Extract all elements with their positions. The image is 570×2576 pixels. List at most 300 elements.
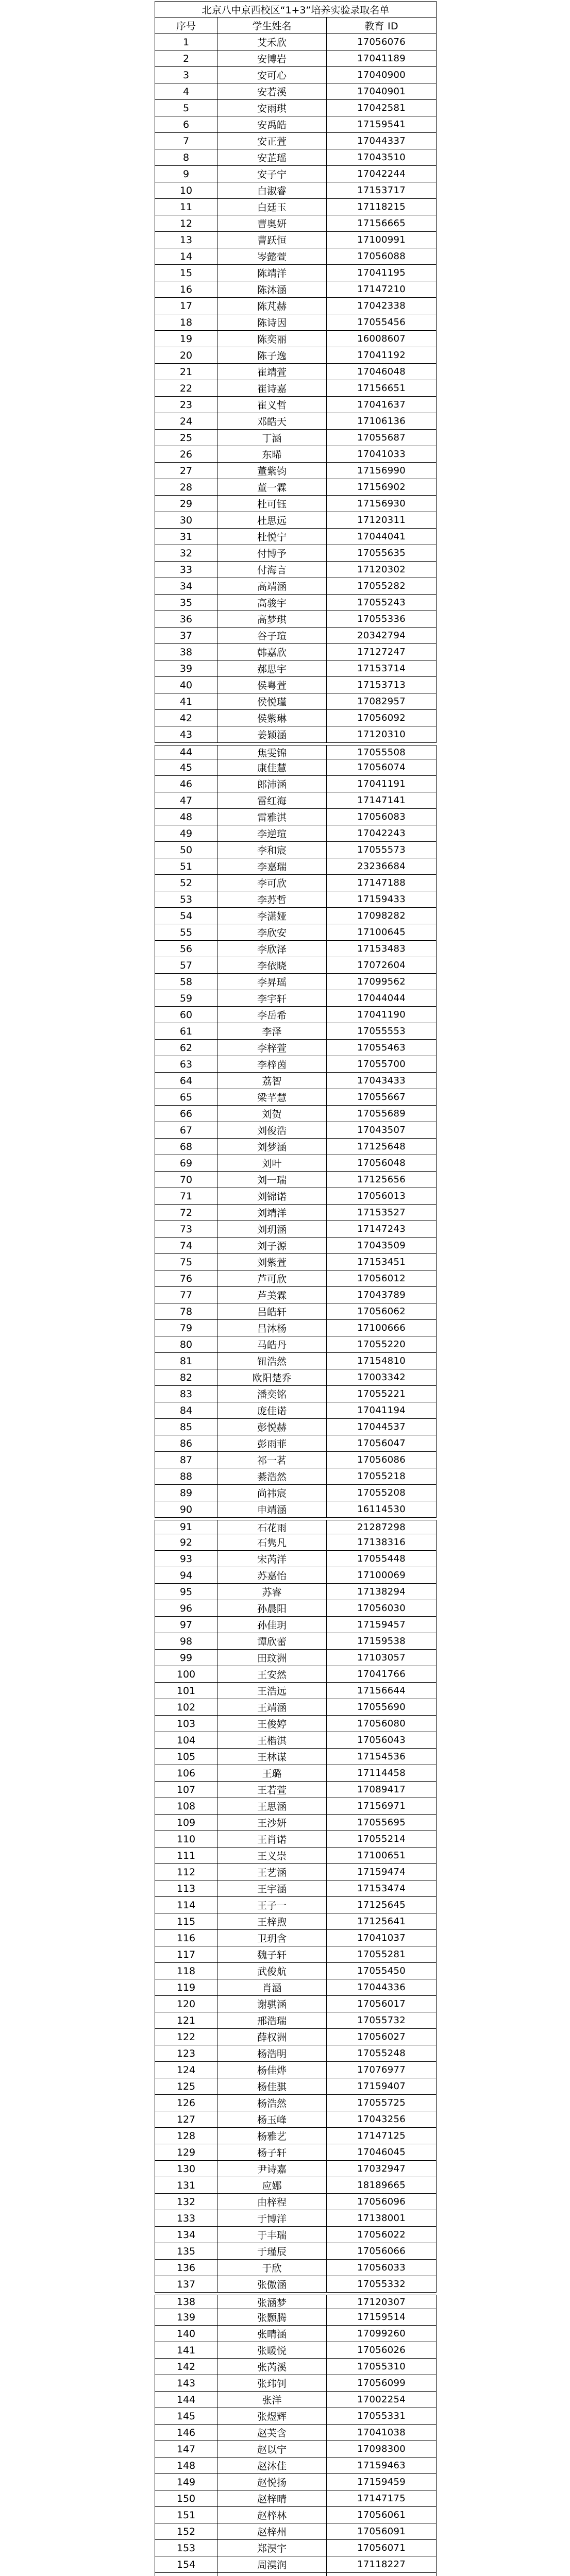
cell-education-id: 17147188: [357, 877, 406, 888]
table-row: [155, 1007, 437, 1023]
cell-seq: 136: [155, 2260, 217, 2276]
cell-student-name: 陈诗因: [217, 314, 327, 330]
cell-seq: 120: [155, 1996, 217, 2012]
cell-education-id: 17159514: [357, 2312, 406, 2323]
cell-seq: 129: [155, 2144, 217, 2160]
cell-seq: 131: [155, 2177, 217, 2193]
cell-seq: 92: [155, 1534, 217, 1550]
cell-student-name: 王义崇: [217, 1848, 327, 1863]
cell-seq: 63: [155, 1056, 217, 1072]
cell-seq: 6: [155, 116, 217, 132]
cell-seq: 34: [155, 578, 217, 594]
cell-student-name: 安禹皓: [217, 116, 327, 132]
cell-seq: 67: [155, 1122, 217, 1138]
cell-student-name: 李逆瑄: [217, 825, 327, 841]
cell-seq: 132: [155, 2194, 217, 2210]
table-row: [155, 941, 437, 957]
cell-student-name: 谭欣蕾: [217, 1633, 327, 1649]
table-row: [155, 215, 437, 232]
cell-seq: 117: [155, 1946, 217, 1962]
cell-education-id: 17159474: [357, 1867, 406, 1877]
cell-seq: 146: [155, 2425, 217, 2441]
cell-education-id: 17056076: [357, 37, 406, 47]
table-row: [155, 248, 437, 265]
table-row: [155, 2474, 437, 2490]
cell-education-id: 17041192: [357, 350, 406, 361]
cell-education-id: 17055635: [357, 548, 406, 558]
cell-student-name: 张玮钊: [217, 2375, 327, 2391]
table-row: [155, 2507, 437, 2523]
cell-seq: 55: [155, 924, 217, 940]
table-row: [155, 430, 437, 446]
table-row: [155, 2359, 437, 2375]
cell-seq: 82: [155, 1369, 217, 1385]
cell-education-id: 17041191: [357, 778, 406, 789]
cell-education-id: 17154810: [357, 1355, 406, 1366]
header-education-id: 教育 ID: [364, 21, 398, 32]
cell-student-name: 崔诗嘉: [217, 380, 327, 396]
table-row: [155, 2012, 437, 2029]
table-row: [155, 166, 437, 182]
cell-seq: 74: [155, 1238, 217, 1253]
cell-seq: 28: [155, 479, 217, 495]
cell-student-name: 王俊婷: [217, 1716, 327, 1732]
cell-seq: 42: [155, 710, 217, 726]
table-row: [155, 1023, 437, 1040]
cell-seq: 85: [155, 1419, 217, 1435]
cell-student-name: 侯紫琳: [217, 710, 327, 726]
table-row: [155, 364, 437, 380]
cell-student-name: 宋芮洋: [217, 1551, 327, 1567]
table-row: [155, 2276, 437, 2293]
cell-student-name: 庞佳诺: [217, 1402, 327, 1418]
cell-seq: 70: [155, 1172, 217, 1188]
cell-seq: 2: [155, 50, 217, 66]
table-row: [155, 2342, 437, 2359]
table-row: [155, 1996, 437, 2012]
cell-education-id: 17041766: [357, 1669, 406, 1680]
cell-student-name: 肖涵: [217, 1979, 327, 1995]
cell-seq: 46: [155, 776, 217, 792]
cell-education-id: 17099260: [357, 2328, 406, 2339]
cell-seq: 109: [155, 1815, 217, 1831]
cell-seq: 64: [155, 1073, 217, 1089]
cell-education-id: 17055725: [357, 2097, 406, 2108]
cell-student-name: 邢浩瑞: [217, 2012, 327, 2028]
cell-student-name: 王靖涵: [217, 1699, 327, 1715]
cell-education-id: 17159538: [357, 1636, 406, 1647]
table-row: [155, 463, 437, 479]
cell-student-name: 由梓程: [217, 2194, 327, 2210]
cell-student-name: 杨雅艺: [217, 2128, 327, 2144]
cell-student-name: 王浩远: [217, 1683, 327, 1699]
cell-seq: 78: [155, 1303, 217, 1319]
table-row: [155, 1732, 437, 1749]
cell-education-id: 17127247: [357, 647, 406, 657]
cell-seq: 62: [155, 1040, 217, 1056]
cell-student-name: 刘叶: [217, 1155, 327, 1171]
cell-education-id: 17076977: [357, 2064, 406, 2075]
cell-student-name: 孙佳玥: [217, 1617, 327, 1633]
cell-student-name: 刘俊浩: [217, 1122, 327, 1138]
cell-seq: 141: [155, 2342, 217, 2358]
cell-student-name: 于欣: [217, 2260, 327, 2276]
cell-seq: 29: [155, 496, 217, 512]
cell-student-name: 刘贺: [217, 1106, 327, 1122]
table-row: [155, 1584, 437, 1600]
cell-student-name: 董紫钧: [217, 463, 327, 479]
cell-seq: 137: [155, 2276, 217, 2292]
cell-education-id: 17044336: [357, 1982, 406, 1993]
cell-seq: 71: [155, 1188, 217, 1204]
cell-education-id: 17032947: [357, 2163, 406, 2174]
cell-seq: 105: [155, 1749, 217, 1765]
cell-seq: 61: [155, 1023, 217, 1039]
table-row: [155, 397, 437, 413]
cell-seq: 147: [155, 2441, 217, 2457]
table-header-row: [155, 18, 437, 34]
table-row: [155, 2243, 437, 2260]
cell-student-name: 芦美霖: [217, 1287, 327, 1303]
cell-seq: 18: [155, 314, 217, 330]
cell-student-name: 魏子轩: [217, 1946, 327, 1962]
cell-student-name: 陈靖洋: [217, 265, 327, 281]
cell-seq: 98: [155, 1633, 217, 1649]
cell-seq: 140: [155, 2326, 217, 2342]
cell-seq: 116: [155, 1930, 217, 1946]
cell-student-name: 祁一茗: [217, 1452, 327, 1468]
cell-seq: 30: [155, 512, 217, 528]
cell-education-id: 17055508: [357, 747, 406, 758]
cell-education-id: 17041190: [357, 1009, 406, 1020]
cell-student-name: 张芮溪: [217, 2359, 327, 2375]
cell-student-name: 安可心: [217, 67, 327, 83]
cell-education-id: 17099562: [357, 976, 406, 987]
cell-education-id: 18189665: [357, 2180, 406, 2191]
cell-seq: 113: [155, 1880, 217, 1896]
cell-seq: 102: [155, 1699, 217, 1715]
cell-student-name: 谢骐涵: [217, 1996, 327, 2012]
cell-seq: 77: [155, 1287, 217, 1303]
cell-student-name: 杨浩明: [217, 2045, 327, 2061]
cell-student-name: 王梓煦: [217, 1913, 327, 1929]
cell-education-id: 17055243: [357, 597, 406, 608]
cell-education-id: 16008607: [357, 333, 406, 344]
admission-list-table: [155, 1, 437, 2576]
table-row: [155, 595, 437, 611]
header-seq: 序号: [155, 18, 217, 33]
cell-education-id: 17100666: [357, 1323, 406, 1333]
table-row: [155, 1815, 437, 1831]
cell-education-id: 17041037: [357, 1933, 406, 1943]
cell-education-id: 17156990: [357, 465, 406, 476]
cell-student-name: 付海言: [217, 562, 327, 578]
cell-student-name: 李潇娅: [217, 908, 327, 924]
cell-education-id: 17098282: [357, 910, 406, 921]
cell-student-name: 安正萱: [217, 133, 327, 149]
table-row: [155, 1534, 437, 1551]
table-row: [155, 562, 437, 578]
cell-student-name: 张煜辉: [217, 2408, 327, 2424]
table-row: [155, 1419, 437, 1435]
table-row: [155, 1122, 437, 1139]
cell-student-name: 陈奕丽: [217, 331, 327, 347]
cell-seq: 4: [155, 83, 217, 99]
table-row: [155, 1040, 437, 1056]
table-row: [155, 1205, 437, 1221]
cell-student-name: 申靖涵: [217, 1501, 327, 1517]
cell-student-name: 杜思远: [217, 512, 327, 528]
table-row: [155, 842, 437, 858]
cell-education-id: 17153714: [357, 663, 406, 674]
cell-student-name: 郎沛涵: [217, 776, 327, 792]
cell-education-id: 17056047: [357, 1438, 406, 1449]
cell-student-name: 安博岩: [217, 50, 327, 66]
cell-student-name: 杨佳烨: [217, 2062, 327, 2078]
table-row: [155, 990, 437, 1007]
cell-education-id: 17098300: [357, 2444, 406, 2454]
cell-seq: 36: [155, 611, 217, 627]
table-row: [155, 2309, 437, 2326]
cell-seq: 73: [155, 1221, 217, 1237]
cell-student-name: 刘锦诺: [217, 1188, 327, 1204]
cell-seq: 75: [155, 1254, 217, 1270]
table-row: [155, 1765, 437, 1782]
cell-education-id: 17041033: [357, 449, 406, 460]
table-row: [155, 745, 437, 759]
cell-education-id: 17156902: [357, 482, 406, 493]
cell-education-id: 17125641: [357, 1916, 406, 1927]
cell-education-id: 17041038: [357, 2427, 406, 2438]
cell-seq: 54: [155, 908, 217, 924]
table-row: [155, 116, 437, 133]
table-row: [155, 1864, 437, 1880]
table-row: [155, 924, 437, 941]
cell-seq: 60: [155, 1007, 217, 1023]
cell-seq: 125: [155, 2078, 217, 2094]
cell-seq: 39: [155, 660, 217, 676]
cell-student-name: 卫玥含: [217, 1930, 327, 1946]
cell-student-name: 赵芙含: [217, 2425, 327, 2441]
cell-student-name: 尹诗嘉: [217, 2161, 327, 2177]
cell-education-id: 17040901: [357, 86, 406, 97]
cell-education-id: 17147210: [357, 284, 406, 295]
cell-seq: 84: [155, 1402, 217, 1418]
cell-student-name: 荔智: [217, 1073, 327, 1089]
cell-student-name: 王子一: [217, 1897, 327, 1913]
cell-seq: 41: [155, 693, 217, 709]
header-name: 学生姓名: [217, 18, 327, 33]
table-row: [155, 858, 437, 875]
table-row: [155, 1650, 437, 1666]
cell-seq: 94: [155, 1567, 217, 1583]
table-row: [155, 809, 437, 825]
cell-seq: 45: [155, 759, 217, 775]
cell-education-id: 17100651: [357, 1850, 406, 1861]
cell-education-id: 17040900: [357, 70, 406, 80]
table-row: [155, 2210, 437, 2227]
cell-seq: 50: [155, 842, 217, 858]
cell-education-id: 17056092: [357, 713, 406, 723]
table-row: [155, 1254, 437, 1270]
cell-seq: 22: [155, 380, 217, 396]
table-row: [155, 1600, 437, 1617]
cell-seq: 21: [155, 364, 217, 380]
table-row: [155, 2375, 437, 2392]
cell-education-id: 17056017: [357, 1998, 406, 2009]
table-row: [155, 50, 437, 67]
table-row: [155, 2045, 437, 2062]
cell-student-name: 东晞: [217, 446, 327, 462]
cell-seq: 134: [155, 2227, 217, 2243]
table-row: [155, 149, 437, 166]
cell-education-id: 17125656: [357, 1174, 406, 1185]
cell-education-id: 17153483: [357, 943, 406, 954]
cell-student-name: 曹跃恒: [217, 232, 327, 248]
cell-education-id: 17154536: [357, 1751, 406, 1762]
cell-student-name: 安子宁: [217, 166, 327, 182]
table-row: [155, 34, 437, 50]
cell-education-id: 17156971: [357, 1801, 406, 1811]
table-row: [155, 2573, 437, 2576]
cell-education-id: 17100991: [357, 234, 406, 245]
cell-education-id: 17055281: [357, 1949, 406, 1960]
table-row: [155, 1716, 437, 1732]
cell-education-id: 17056080: [357, 1718, 406, 1729]
cell-student-name: 吕皓轩: [217, 1303, 327, 1319]
table-row: [155, 1798, 437, 1815]
cell-education-id: 17056048: [357, 1158, 406, 1168]
cell-student-name: 刘靖洋: [217, 1205, 327, 1221]
table-row: [155, 2425, 437, 2441]
table-row: [155, 1551, 437, 1567]
cell-seq: 57: [155, 957, 217, 973]
cell-seq: 69: [155, 1155, 217, 1171]
cell-education-id: 17082957: [357, 696, 406, 707]
cell-student-name: 彭悦赫: [217, 1419, 327, 1435]
cell-seq: 108: [155, 1798, 217, 1814]
table-row: [155, 1567, 437, 1584]
cell-student-name: 杜可钰: [217, 496, 327, 512]
table-row: [155, 281, 437, 298]
table-row: [155, 347, 437, 364]
cell-student-name: 薛权洲: [217, 2029, 327, 2045]
cell-student-name: 赵梓州: [217, 2523, 327, 2539]
cell-seq: 100: [155, 1666, 217, 1682]
cell-student-name: 吕沐杨: [217, 1320, 327, 1336]
cell-student-name: [217, 2573, 327, 2576]
table-row: [155, 1155, 437, 1172]
cell-seq: 149: [155, 2474, 217, 2490]
cell-education-id: 17159541: [357, 119, 406, 130]
cell-student-name: 付博予: [217, 545, 327, 561]
table-row: [155, 644, 437, 660]
table-row: [155, 726, 437, 743]
cell-education-id: 17056012: [357, 1273, 406, 1284]
table-row: [155, 660, 437, 677]
cell-education-id: 17055248: [357, 2048, 406, 2059]
table-row: [155, 1897, 437, 1913]
cell-student-name: 白淑睿: [217, 182, 327, 198]
cell-education-id: 17100069: [357, 1570, 406, 1581]
table-row: [155, 2161, 437, 2177]
table-row: [155, 776, 437, 792]
cell-student-name: 李梓茵: [217, 1056, 327, 1072]
cell-education-id: 20342794: [357, 630, 406, 641]
cell-seq: 51: [155, 858, 217, 874]
cell-education-id: 17114458: [357, 1768, 406, 1778]
cell-education-id: 17044337: [357, 135, 406, 146]
cell-education-id: 17055218: [357, 1471, 406, 1482]
cell-education-id: 17042243: [357, 828, 406, 839]
cell-student-name: 白廷玉: [217, 199, 327, 215]
cell-seq: 151: [155, 2507, 217, 2523]
cell-student-name: 刘一瑞: [217, 1172, 327, 1188]
cell-student-name: 张暖悦: [217, 2342, 327, 2358]
cell-student-name: 王沙妍: [217, 1815, 327, 1831]
table-row: [155, 1782, 437, 1798]
cell-education-id: 17044537: [357, 1421, 406, 1432]
cell-seq: 79: [155, 1320, 217, 1336]
cell-education-id: 17043789: [357, 1290, 406, 1300]
table-row: [155, 100, 437, 116]
cell-student-name: 于瑾辰: [217, 2243, 327, 2259]
table-row: [155, 380, 437, 397]
cell-seq: 145: [155, 2408, 217, 2424]
cell-education-id: 17046045: [357, 2147, 406, 2158]
cell-education-id: 17153717: [357, 185, 406, 196]
table-row: [155, 2078, 437, 2095]
cell-seq: 72: [155, 1205, 217, 1221]
table-row: [155, 1303, 437, 1320]
cell-seq: [155, 2573, 217, 2576]
cell-student-name: 张洋: [217, 2392, 327, 2408]
cell-seq: 112: [155, 1864, 217, 1880]
cell-seq: 135: [155, 2243, 217, 2259]
cell-seq: 123: [155, 2045, 217, 2061]
cell-student-name: 王宇涵: [217, 1880, 327, 1896]
cell-seq: 119: [155, 1979, 217, 1995]
cell-seq: 83: [155, 1386, 217, 1402]
cell-seq: 103: [155, 1716, 217, 1732]
cell-seq: 138: [155, 2295, 217, 2309]
cell-education-id: 17120311: [357, 515, 406, 526]
cell-student-name: 王若萱: [217, 1782, 327, 1798]
cell-education-id: 17055208: [357, 1487, 406, 1498]
cell-seq: 14: [155, 248, 217, 264]
table-row: [155, 1386, 437, 1402]
table-row: [155, 2029, 437, 2045]
cell-education-id: 17056071: [357, 2543, 406, 2553]
cell-education-id: 17055463: [357, 1042, 406, 1053]
cell-student-name: 赵梓林: [217, 2507, 327, 2523]
cell-student-name: 丁涵: [217, 430, 327, 446]
table-row: [155, 1106, 437, 1122]
cell-education-id: 16114530: [357, 1504, 406, 1515]
table-row: [155, 2540, 437, 2556]
table-row: [155, 2556, 437, 2573]
cell-student-name: 高骏宇: [217, 595, 327, 611]
table-row: [155, 83, 437, 100]
cell-education-id: 17056013: [357, 1191, 406, 1201]
cell-education-id: 17055732: [357, 2015, 406, 2026]
cell-education-id: 17056043: [357, 1735, 406, 1745]
cell-student-name: 安芷瑶: [217, 149, 327, 165]
cell-seq: 80: [155, 1336, 217, 1352]
cell-education-id: 17118227: [357, 2559, 406, 2570]
cell-student-name: 张晴涵: [217, 2326, 327, 2342]
cell-education-id: 17003342: [357, 1372, 406, 1383]
